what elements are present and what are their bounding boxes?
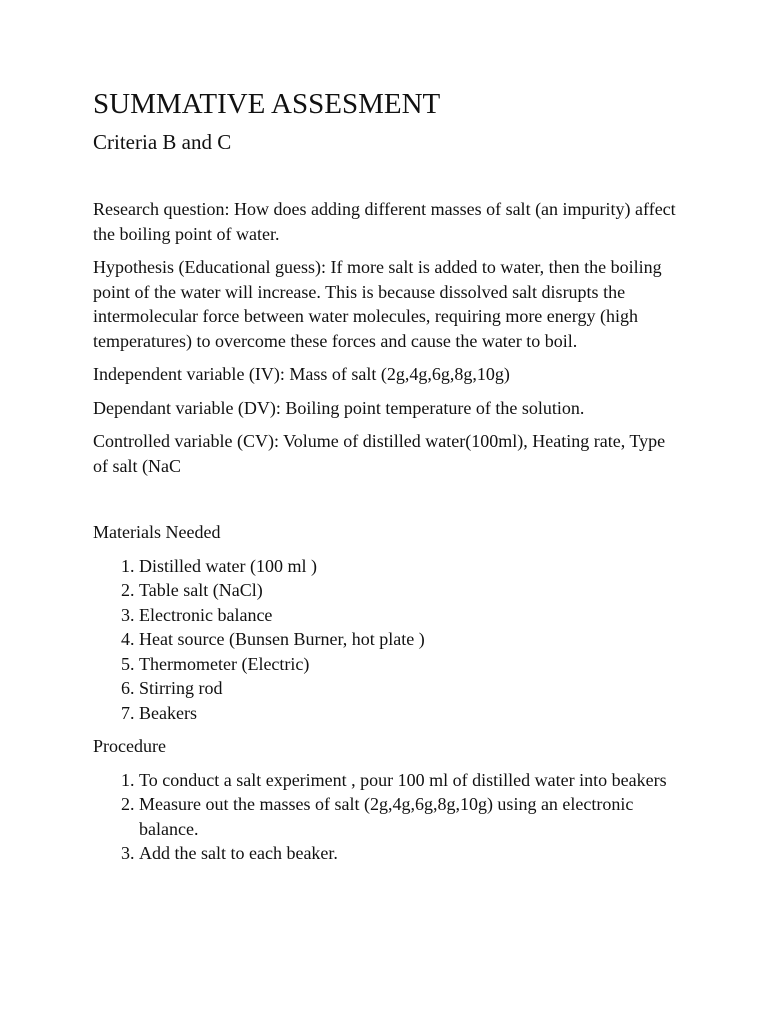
- controlled-variable: Controlled variable (CV): Volume of distilled water(100ml), Heating rate, Type of salt (NaC: [93, 431, 666, 476]
- list-item: 7. Beakers: [139, 701, 678, 726]
- list-item: 3. Add the salt to each beaker.: [139, 841, 678, 866]
- independent-variable: Independent variable (IV): Mass of salt (2g,4g,6g,8g,10g): [93, 364, 510, 384]
- document-subtitle: Criteria B and C: [93, 130, 232, 154]
- dependent-variable: Dependant variable (DV): Boiling point temperature of the solution.: [93, 397, 585, 418]
- list-item: 3. Electronic balance: [139, 603, 678, 628]
- list-item: 6. Stirring rod: [139, 676, 678, 701]
- materials-list: [93, 554, 678, 726]
- document-title: SUMMATIVE ASSESMENT: [93, 88, 441, 120]
- list-item: 1. Distilled water (100 ml ): [139, 554, 678, 579]
- procedure-heading: Procedure: [93, 736, 166, 756]
- hypothesis: Hypothesis (Educational guess): If more salt is added to water, then the boiling point of the water will increase. This is because dissolved salt disrupts the intermolecular force between water molecules, requiring more energy (high temperatures) to overcome these forces and cause the water to boil.: [93, 257, 662, 351]
- list-item: 2. Measure out the masses of salt (2g,4g,6g,8g,10g) using an electronic balance.: [139, 792, 678, 841]
- document-page: [93, 84, 678, 866]
- list-item: 4. Heat source (Bunsen Burner, hot plate ): [139, 627, 678, 652]
- list-item: 2. Table salt (NaCl): [139, 578, 678, 603]
- list-item: 5. Thermometer (Electric): [139, 652, 678, 677]
- materials-heading: Materials Needed: [93, 522, 221, 542]
- procedure-list: [93, 768, 678, 866]
- research-question: Research question: How does adding different masses of salt (an impurity) affect the boiling point of water.: [93, 199, 676, 244]
- list-item: 1. To conduct a salt experiment , pour 100 ml of distilled water into beakers: [139, 768, 678, 793]
